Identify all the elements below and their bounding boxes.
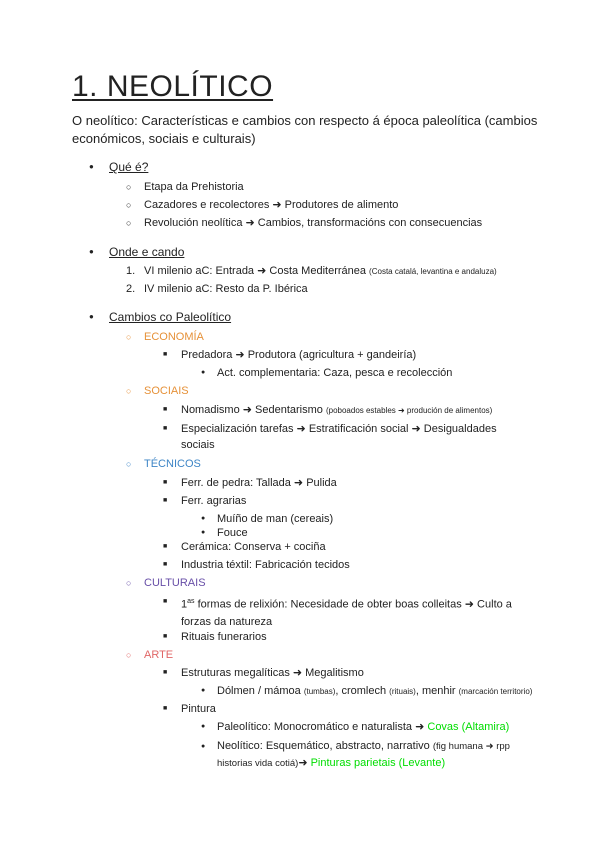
item-text: IV milenio aC: Resto da P. Ibérica: [144, 283, 308, 295]
list-item: ○ Cazadores e recolectores ➜ Produtores de alimento: [144, 198, 398, 212]
category-culturais: ○ CULTURAIS: [144, 576, 206, 590]
item-note: (marcación territorio): [458, 687, 533, 696]
list-item: ● Fouce: [217, 526, 248, 540]
list-item: ■ Pintura: [181, 702, 216, 716]
list-item: ■ Rituais funerarios: [181, 630, 267, 644]
item-number: 1.: [126, 265, 136, 277]
list-item: ■ Ferr. de pedra: Tallada ➜ Pulida: [181, 476, 337, 490]
list-item: ■ Industria téxtil: Fabricación tecidos: [181, 558, 350, 572]
item-text: VI milenio aC: Entrada ➜ Costa Mediterránea: [144, 265, 370, 277]
page-title: 1. NEOLÍTICO: [72, 70, 274, 103]
list-item: ■ Especialización tarefas ➜ Estratificación social ➜ Desigualdades sociais: [181, 421, 516, 453]
item-text: formas de relixión: Necesidade de obter boas colleitas ➜ Culto a forzas da natureza: [181, 598, 512, 628]
item-text-prefix: 1: [181, 598, 188, 611]
item-note: (Costa catalá, levantina e andaluza): [369, 267, 497, 276]
section-que-e: ● Qué é?: [109, 160, 148, 174]
numbered-item: [126, 264, 497, 279]
category-tecnicos: ○ TÉCNICOS: [144, 457, 201, 471]
item-number: 2.: [126, 283, 136, 295]
section-cambios: ● Cambios co Paleolítico: [109, 310, 231, 324]
list-item: ● Muíño de man (cereais): [217, 512, 333, 526]
item-note: (rituais): [389, 687, 416, 696]
item-text: , cromlech: [335, 685, 390, 697]
category-sociais: ○ SOCIAIS: [144, 384, 189, 398]
list-item: ○ Etapa da Prehistoria: [144, 180, 244, 194]
list-item: ■ Predadora ➜ Produtora (agricultura + gandeiría): [181, 348, 416, 362]
list-item: ■ Cerámica: Conserva + cociña: [181, 540, 326, 554]
item-arrow: ➜: [298, 757, 311, 769]
item-text: Dólmen / mámoa: [217, 685, 304, 697]
list-item: ○ Revolución neolítica ➜ Cambios, transformacións con consecuencias: [144, 216, 482, 230]
list-item: ■ Estruturas megalíticas ➜ Megalitismo: [181, 666, 364, 680]
list-item: [181, 403, 492, 418]
item-note: (poboados estables ➜ produción de alimentos): [325, 406, 493, 415]
intro-paragraph: O neolítico: Características e cambios con respecto á época paleolítica (cambios económicos, sociais e culturais): [72, 113, 538, 146]
list-item: [217, 684, 532, 699]
item-text: Neolítico: Esquemático, abstracto, narrativo: [217, 740, 433, 752]
item-text: Paleolítico: Monocromático e naturalista ➜: [217, 721, 428, 733]
list-item: [181, 593, 516, 631]
highlight-text: Covas (Altamira): [427, 721, 510, 733]
item-text: , menhir: [415, 685, 459, 697]
item-note: (tumbas): [303, 687, 336, 696]
category-arte: ○ ARTE: [144, 648, 173, 662]
list-item: ● Act. complementaria: Caza, pesca e recolección: [217, 366, 452, 380]
list-item: ■ Ferr. agrarias: [181, 494, 246, 508]
item-note: (fig humana ➜ rpp historias vida cotiá): [217, 741, 510, 769]
numbered-item: [126, 282, 308, 296]
highlight-text: Pinturas parietais (Levante): [310, 757, 446, 769]
category-economia: ○ ECONOMÍA: [144, 330, 204, 344]
section-onde-e-cando: ● Onde e cando: [109, 245, 184, 259]
list-item: [217, 720, 509, 734]
list-item: [217, 738, 547, 772]
item-text: Nomadismo ➜ Sedentarismo: [181, 404, 326, 416]
item-superscript: as: [187, 598, 195, 605]
